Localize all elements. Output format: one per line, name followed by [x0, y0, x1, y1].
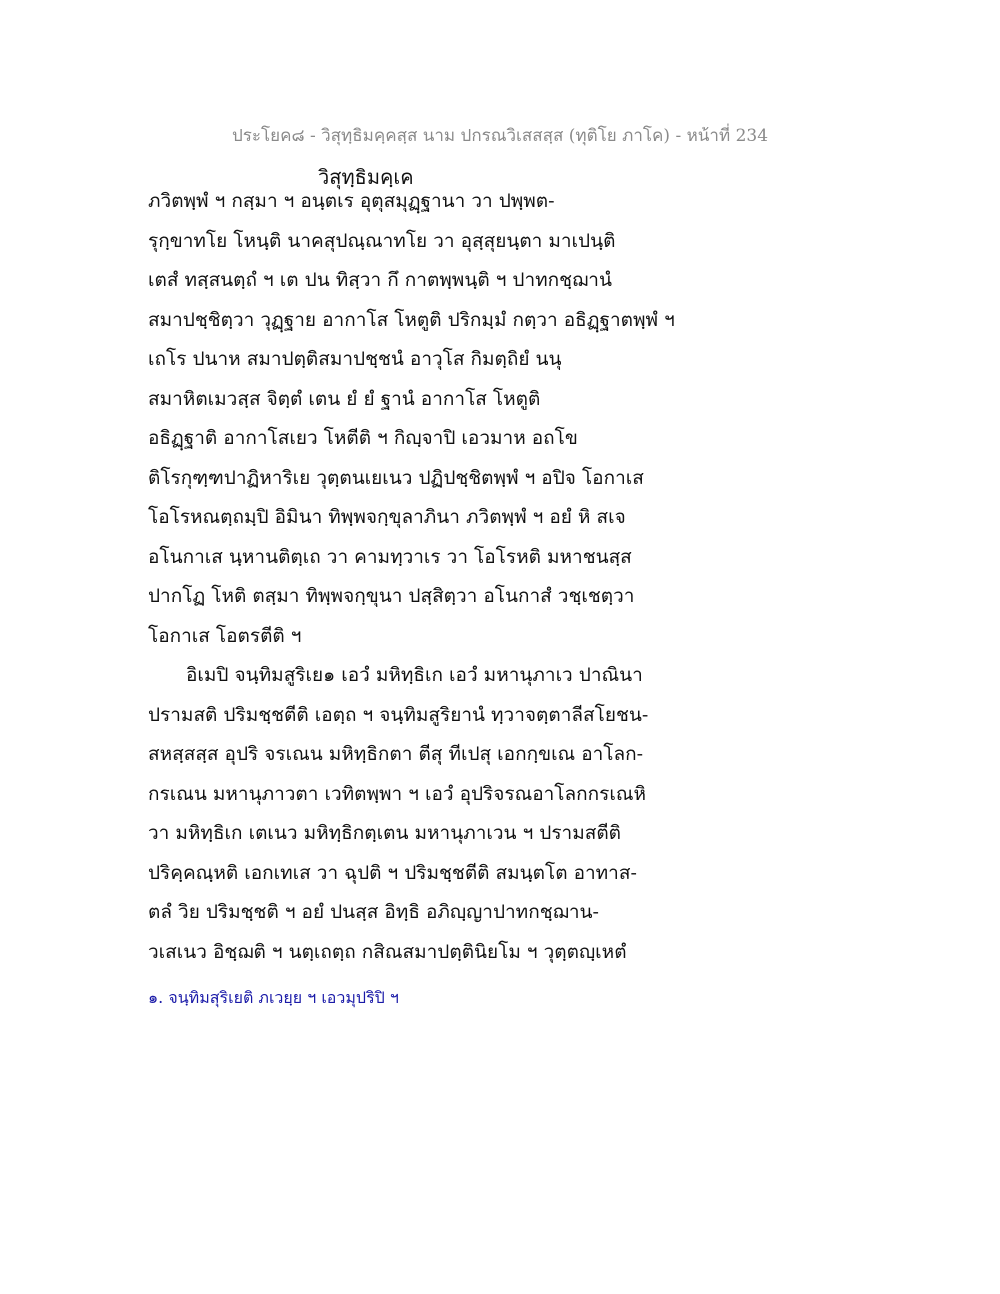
paragraph-line: สหสฺสสฺส อุปริ จรเณน มหิทฺธิกตา ตีสุ ทีเปสุ เอกกฺขเณ อาโลก- [148, 743, 644, 765]
body-line: อโนกาเส นฺหานติตฺเถ วา คามทฺวาเร วา โอโรหติ มหาชนสฺส [148, 545, 632, 568]
body-text [148, 182, 708, 972]
paragraph-line: ปรามสติ ปริมชฺชตีติ เอตฺถ ฯ จนฺทิมสูริยานํ ทฺวาจตฺตาลีสโยชน- [148, 703, 649, 726]
footnote: ๑. จนฺทิมสุริเยติ ภเวยฺย ฯ เอวมุปริปิ ฯ [148, 988, 399, 1007]
paragraph-line: วา มหิทฺธิเก เตเนว มหิทฺธิกตฺเตน มหานุภาเวน ฯ ปรามสตีติ [148, 822, 622, 844]
running-header: ประโยค๘ - วิสุทฺธิมคฺคสฺส นาม ปกรณวิเสสสฺส (ทุติโย ภาโค) - หน้าที่ 234 [231, 126, 769, 146]
paragraph-line: ตลํ วิย ปริมชฺชติ ฯ อยํ ปนสฺส อิทฺธิ อภิญฺญาปาทกชฺฌาน- [148, 901, 599, 923]
body-line: โอกาเส โอตรตีติ ฯ [148, 624, 302, 647]
body-line: เตสํ ทสฺสนตฺถํ ฯ เต ปน ทิสฺวา กึ กาตพฺพนฺติ ฯ ปาทกชฺฌานํ [148, 269, 612, 291]
body-line: โอโรหณตฺถมฺปิ อิมินา ทิพฺพจกฺขุลาภินา ภวิตพฺพํ ฯ อยํ หิ สเจ [148, 506, 626, 528]
section-title: วิสุทฺธิมคฺเค [318, 165, 414, 189]
paragraph-line: อิเมปิ จนฺทิมสูริเย๑ เอวํ มหิทฺธิเก เอวํ มหานุภาเว ปาณินา [186, 664, 643, 686]
paragraph-line: กรเณน มหานุภาวตา เวทิตพฺพา ฯ เอวํ อุปริจรณอาโลกกรเณหิ [148, 782, 647, 805]
paragraph-line: วเสเนว อิชฺฌติ ฯ นตฺเถตฺถ กสิณสมาปตฺตินิยโม ฯ วุตฺตญฺเหตํ [148, 940, 627, 963]
body-line: เถโร ปนาห สมาปตฺติสมาปชฺชนํ อาวุโส กิมตฺถิยํ นนุ [148, 348, 562, 370]
body-line: อธิฏฺฐาติ อากาโสเยว โหตีติ ฯ กิญฺจาปิ เอวมาห อถโข [148, 427, 578, 449]
body-line: รุกฺขาทโย โหนฺติ นาคสุปณฺณาทโย วา อุสฺสุยนฺตา มาเปนฺติ [148, 229, 616, 252]
body-line: สมาปชฺชิตฺวา วุฏฺฐาย อากาโส โหตูติ ปริกมฺมํ กตฺวา อธิฏฺฐาตพฺพํ ฯ [148, 308, 675, 331]
paragraph-line: ปริคฺคณฺหติ เอกเทเส วา ฉุปติ ฯ ปริมชฺชตีติ สมนฺตโต อาทาส- [148, 861, 637, 884]
body-line: ภวิตพฺพํ ฯ กสฺมา ฯ อนฺตเร อุตุสมุฏฺฐานา วา ปพฺพต- [148, 190, 555, 212]
body-line: ปากโฏ โหติ ตสฺมา ทิพฺพจกฺขุนา ปสฺสิตฺวา อโนกาสํ วชฺเชตฺวา [148, 585, 635, 607]
body-line: ติโรกุฑฺฑปาฏิหาริเย วุตฺตนเยเนว ปฏิปชฺชิตพฺพํ ฯ อปิจ โอกาเส [148, 466, 644, 489]
body-line: สมาหิตเมวสฺส จิตฺตํ เตน ยํ ยํ ฐานํ อากาโส โหตูติ [148, 387, 541, 410]
